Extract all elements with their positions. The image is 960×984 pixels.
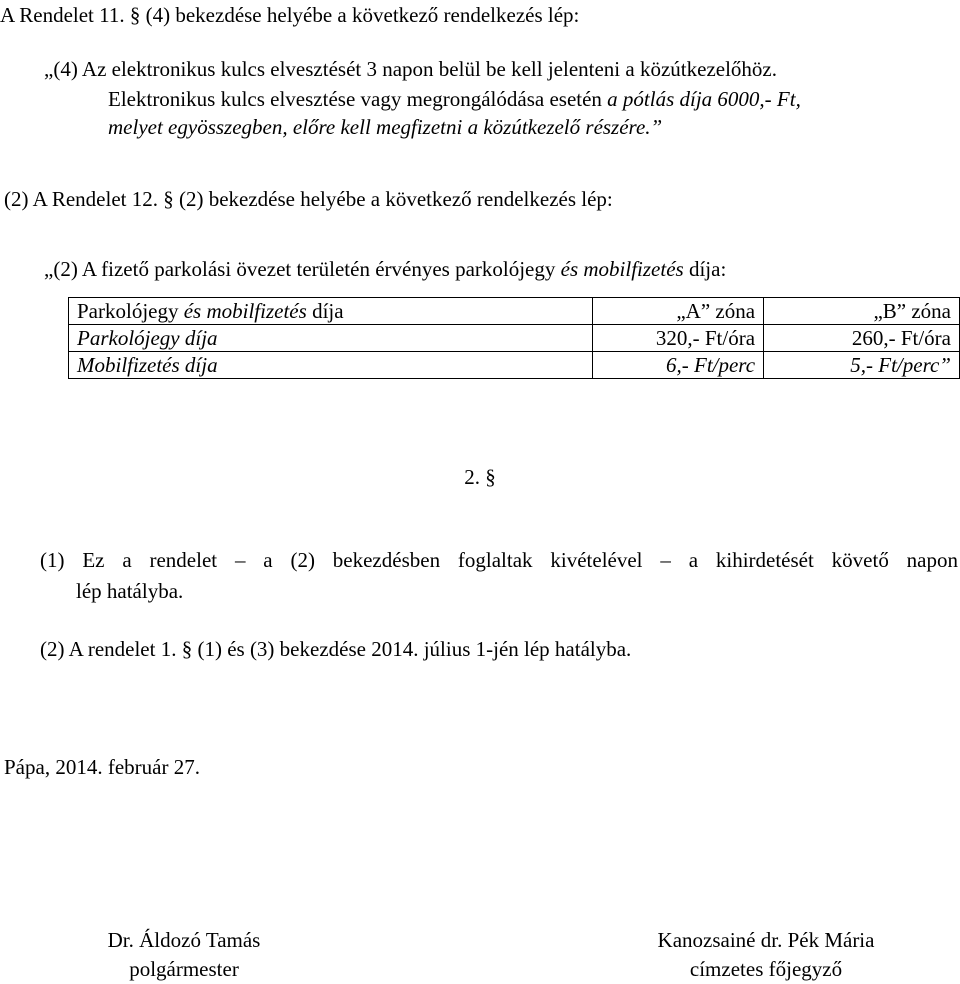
signature-left-name: Dr. Áldozó Tamás — [107, 928, 261, 952]
point-2-intro: (2) A Rendelet 12. § (2) bekezdése helyébe a következő rendelkezés lép: — [4, 187, 613, 211]
fee-row-zone-a: 320,- Ft/óra — [592, 325, 763, 352]
fee-row-label-text: Parkolójegy díja — [77, 326, 218, 350]
signature-right-title: címzetes főjegyző — [689, 957, 843, 981]
fee-row-label — [69, 352, 593, 379]
section-2-para1-line1: (1) Ez a rendelet – a (2) bekezdésben foglaltak kivételével – a kihirdetését követő napon — [40, 548, 958, 572]
fee-row-label — [69, 325, 593, 352]
fee-table-header-zone-a: „A” zóna — [592, 298, 763, 325]
fee-table-header-row — [69, 298, 960, 325]
quote-2-intro — [44, 256, 726, 282]
signature-left-title: polgármester — [129, 957, 239, 981]
place-and-date: Pápa, 2014. február 27. — [4, 755, 200, 779]
amendment-intro-line: A Rendelet 11. § (4) bekezdése helyébe a következő rendelkezés lép: — [0, 3, 580, 27]
fee-table — [68, 297, 960, 379]
quote-4-line3 — [108, 114, 662, 140]
fee-row-label-text: Mobilfizetés díja — [77, 353, 218, 377]
signature-right-name: Kanozsainé dr. Pék Mária — [657, 928, 875, 952]
fee-row-zone-a-text: 6,- Ft/perc — [666, 353, 756, 377]
header-label-c: díja — [306, 299, 344, 323]
quote-2-part-c: díja: — [683, 257, 727, 281]
fee-table-header-label — [69, 298, 593, 325]
section-2-para1-line2: lép hatályba. — [76, 579, 184, 603]
section-2-para2: (2) A rendelet 1. § (1) és (3) bekezdése 2014. július 1-jén lép hatályba. — [40, 637, 632, 661]
fee-row-zone-b: 260,- Ft/óra — [764, 325, 960, 352]
fee-row-zone-a — [592, 352, 763, 379]
quote-4-line2-normal: Elektronikus kulcs elvesztése vagy megrongálódása esetén — [108, 87, 608, 111]
quote-4-line2-italic: a pótlás díja 6000,- Ft, — [607, 87, 801, 111]
section-2-heading: 2. § — [464, 465, 496, 489]
quote-4-line2 — [108, 86, 960, 112]
header-label-b: és mobilfizetés — [183, 299, 307, 323]
quote-2-part-b: és mobilfizetés — [560, 257, 684, 281]
fee-row-zone-b-text: 5,- Ft/perc” — [850, 353, 951, 377]
quote-2-part-a: „(2) A fizető parkolási övezet területén érvényes parkolójegy — [44, 257, 561, 281]
quote-4-line3-italic: melyet egyösszegben, előre kell megfizetni a közútkezelő részére.” — [108, 115, 663, 139]
table-row — [69, 325, 960, 352]
table-row — [69, 352, 960, 379]
fee-row-zone-b — [764, 352, 960, 379]
quote-4-line1: „(4) Az elektronikus kulcs elvesztését 3 napon belül be kell jelenteni a közútkezelőhöz. — [44, 57, 777, 81]
header-label-a: Parkolójegy — [77, 299, 184, 323]
fee-table-header-zone-b: „B” zóna — [764, 298, 960, 325]
